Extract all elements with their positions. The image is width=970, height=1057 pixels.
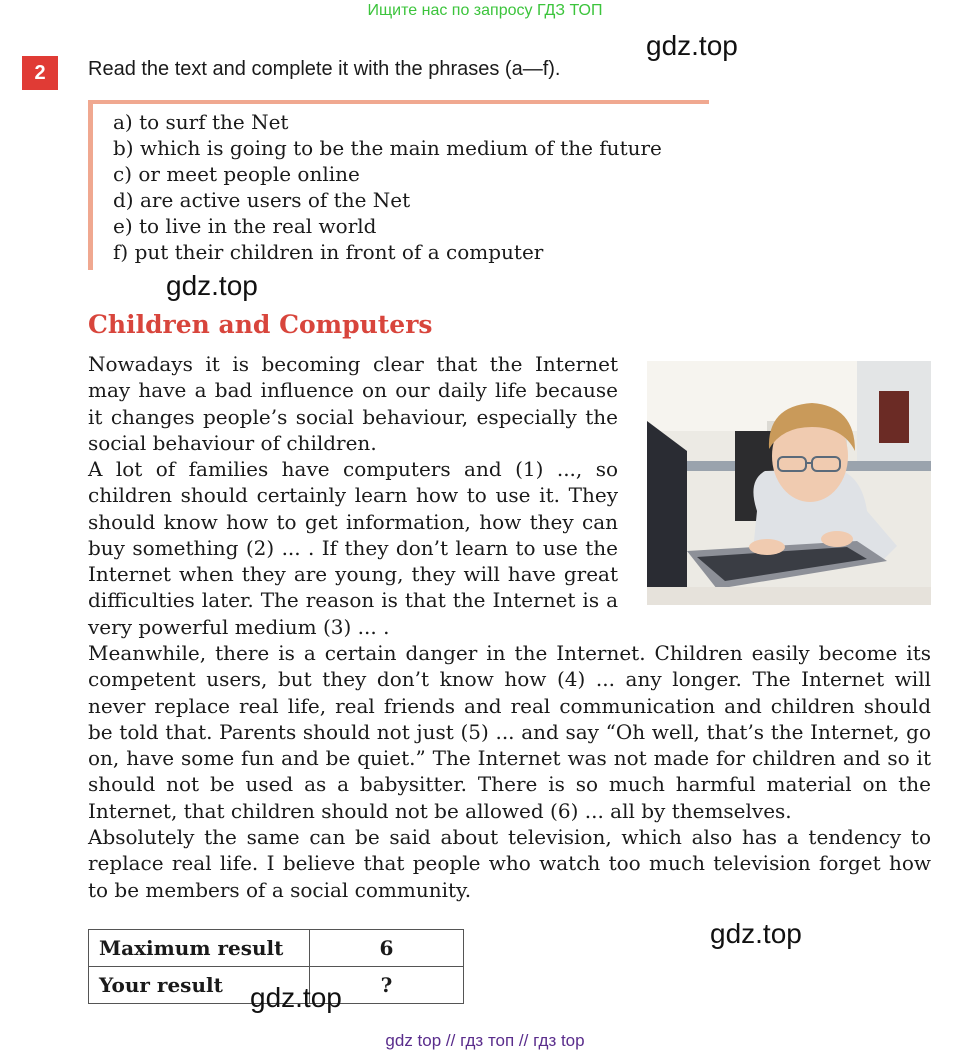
phrase-item: c) or meet people online — [113, 162, 360, 186]
phrase-item: b) which is going to be the main medium of the future — [113, 136, 662, 160]
article-paragraph-4: Absolutely the same can be said about television, which also has a tendency to replace real life. I believe that people who watch too much television forget how to be members of a social community. — [88, 825, 931, 902]
phrase-item: a) to surf the Net — [113, 110, 289, 134]
max-result-value: 6 — [310, 930, 464, 967]
article-paragraph-3: Meanwhile, there is a certain danger in the Internet. Children easily become its competent users, but they don’t know how (4) ... any longer. The Internet will never replace real life, real friends and real communication and children should be told that. Parents should not just (5) ... and say “Oh well, that’s the Internet, go on, have some fun and be quiet.” The Internet was not made for children and so it should not be used as a babysitter. There is so much harmful material on the Internet, that children should not be allowed (6) ... all by themselves. — [88, 641, 931, 823]
article-title: Children and Computers — [88, 310, 433, 339]
phrase-list — [113, 109, 662, 265]
phrase-box — [88, 100, 709, 270]
table-row — [89, 930, 464, 967]
phrase-item: e) to live in the real world — [113, 214, 377, 238]
article-paragraph-2: A lot of families have computers and (1) ..., so children should certainly learn how to use it. They should know how to get information, how they can buy something (2) ... . If they don’t learn to use the Internet when they are young, they will have great difficulties later. The reason is that the Internet is a very powerful medium (3) ... . — [88, 457, 618, 639]
your-result-value: ? — [310, 967, 464, 1004]
watermark-mid-left: gdz.top — [166, 270, 258, 301]
phrase-item: d) are active users of the Net — [113, 188, 411, 212]
phrase-item: f) put their children in front of a computer — [113, 240, 544, 264]
phrase-box-top-rule — [88, 100, 709, 104]
task-number-badge: 2 — [22, 56, 58, 90]
boy-at-laptop-photo — [647, 361, 931, 605]
watermark-bottom-right: gdz.top — [710, 918, 802, 949]
your-result-label: Your result — [89, 967, 310, 1004]
article-paragraph-1: Nowadays it is becoming clear that the Internet may have a bad influence on our daily life because it changes people’s social behaviour, especially the social behaviour of children. — [88, 352, 618, 455]
max-result-label: Maximum result — [89, 930, 310, 967]
site-banner: Ищите нас по запросу ГДЗ ТОП — [367, 2, 603, 19]
footer-links: gdz top // гдз топ // гдз top — [385, 1031, 585, 1050]
watermark-top-right: gdz.top — [646, 30, 738, 61]
watermark-bottom-mid: gdz.top — [250, 982, 342, 1013]
task-instruction: Read the text and complete it with the phrases (a—f). — [88, 58, 561, 80]
